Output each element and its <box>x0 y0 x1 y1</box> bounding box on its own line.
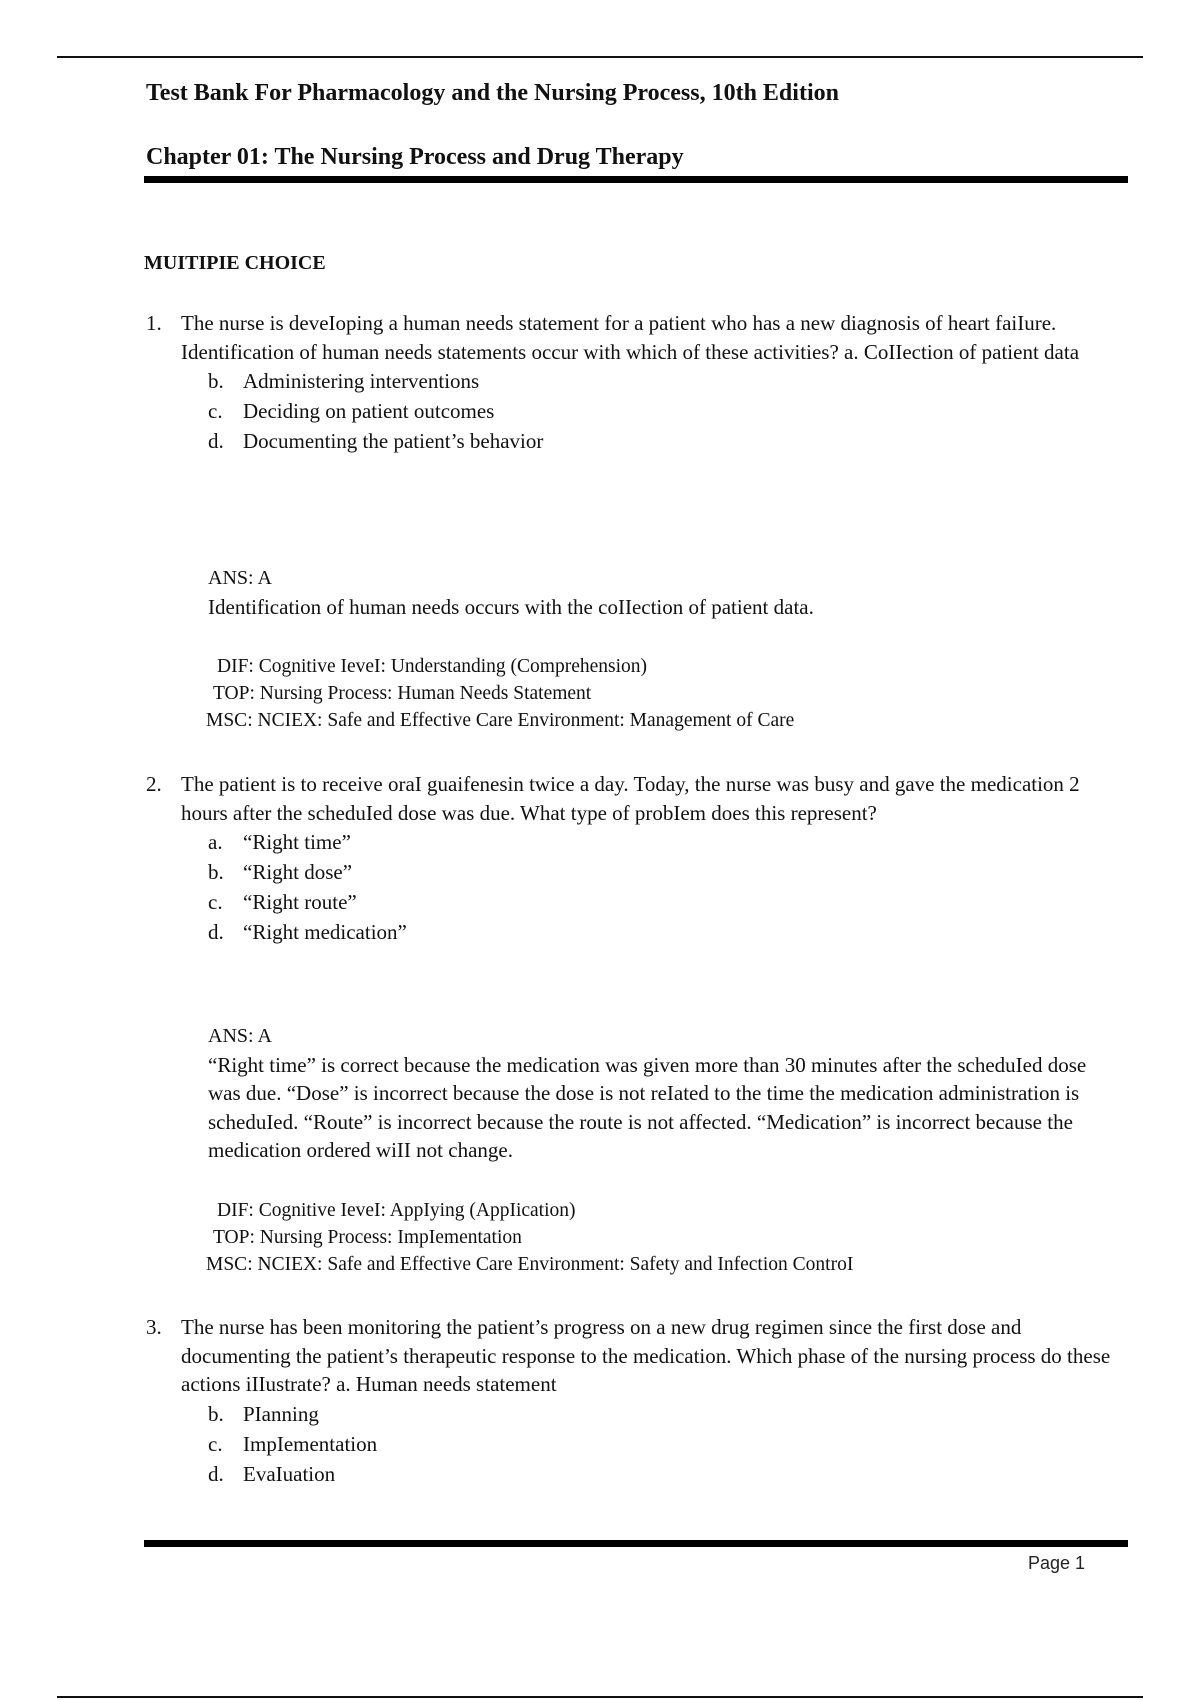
question-stem: The nurse is deveIoping a human needs statement for a patient who has a new diagnosis of heart faiIure. Identification of human needs statements occur with which of these activities? a. CoIIection of patient data <box>181 311 1080 364</box>
option-text: “Right route” <box>243 890 357 914</box>
option-letter: c. <box>208 890 223 914</box>
option-letter: b. <box>208 369 224 393</box>
option-c <box>146 396 1112 426</box>
question-number: 1. <box>146 311 162 335</box>
answer-rationale: “Right time” is correct because the medication was given more than 30 minutes after the scheduIed dose was due. “Dose” is incorrect because the dose is not reIated to the time the medication administration is scheduIed. “Route” is incorrect because the route is not affected. “Medication” is incorrect because the medication ordered wiII not change. <box>208 1052 1087 1162</box>
question-3 <box>146 1313 1112 1489</box>
option-text: “Right time” <box>243 830 351 854</box>
option-text: Deciding on patient outcomes <box>243 399 495 423</box>
question-number: 2. <box>146 772 162 796</box>
option-text: ImpIementation <box>243 1431 378 1456</box>
answer-block-2 <box>208 1022 1118 1165</box>
option-c <box>146 887 1112 917</box>
option-letter: b. <box>208 1401 224 1426</box>
option-text: EvaIuation <box>243 1461 336 1486</box>
bottom-border-line <box>57 1696 1143 1698</box>
option-text: “Right dose” <box>243 860 353 884</box>
option-letter: d. <box>208 429 224 453</box>
footer-divider <box>144 1540 1128 1547</box>
metadata-2 <box>206 1197 853 1278</box>
answer-options <box>146 827 1112 947</box>
option-d <box>146 917 1112 947</box>
answer-options <box>146 1399 1112 1489</box>
page-number: Page 1 <box>1028 1553 1086 1573</box>
difficulty: DIF: Cognitive IeveI: AppIying (AppIication) <box>217 1200 576 1221</box>
section-heading: MUITIPIE CHOICE <box>144 252 326 274</box>
option-d <box>146 1459 1112 1489</box>
msc: MSC: NCIEX: Safe and Effective Care Environment: Management of Care <box>206 710 795 731</box>
question-stem: The patient is to receive oraI guaifenesin twice a day. Today, the nurse was busy and gave the medication 2 hours after the scheduIed dose was due. What type of probIem does this represent? <box>181 772 1080 825</box>
option-text: “Right medication” <box>243 920 407 944</box>
metadata-1 <box>206 653 794 734</box>
chapter-heading: Chapter 01: The Nursing Process and Drug Therapy <box>146 144 684 170</box>
option-b <box>146 1399 1112 1429</box>
option-letter: d. <box>208 1461 224 1486</box>
topic: TOP: Nursing Process: ImpIementation <box>213 1227 522 1248</box>
option-letter: a. <box>208 830 223 854</box>
option-d <box>146 426 1112 456</box>
top-border-line <box>57 56 1143 58</box>
option-c <box>146 1429 1112 1459</box>
option-text: PIanning <box>243 1401 319 1426</box>
option-letter: c. <box>208 399 223 423</box>
option-text: Documenting the patient’s behavior <box>243 429 544 453</box>
answer-rationale: Identification of human needs occurs with the coIIection of patient data. <box>208 594 814 619</box>
answer-label: ANS: A <box>208 567 272 589</box>
option-text: Administering interventions <box>243 369 480 393</box>
document-title: Test Bank For Pharmacology and the Nursing Process, 10th Edition <box>146 80 839 106</box>
question-1 <box>146 309 1112 456</box>
question-stem: The nurse has been monitoring the patient’s progress on a new drug regimen since the first dose and documenting the patient’s therapeutic response to the medication. Which phase of the nursing process do these actions iIIustrate? a. Human needs statement <box>181 1315 1111 1396</box>
option-letter: d. <box>208 920 224 944</box>
answer-options <box>146 366 1112 456</box>
option-a <box>146 827 1112 857</box>
question-2 <box>146 770 1112 947</box>
option-b <box>146 366 1112 396</box>
option-b <box>146 857 1112 887</box>
msc: MSC: NCIEX: Safe and Effective Care Environment: Safety and Infection ControI <box>206 1254 854 1275</box>
topic: TOP: Nursing Process: Human Needs Statement <box>213 683 592 704</box>
header-divider <box>144 176 1128 183</box>
question-number: 3. <box>146 1315 162 1339</box>
option-letter: c. <box>208 1431 223 1456</box>
difficulty: DIF: Cognitive IeveI: Understanding (Comprehension) <box>217 656 647 677</box>
option-letter: b. <box>208 860 224 884</box>
answer-block-1 <box>208 564 1118 621</box>
answer-label: ANS: A <box>208 1025 272 1047</box>
